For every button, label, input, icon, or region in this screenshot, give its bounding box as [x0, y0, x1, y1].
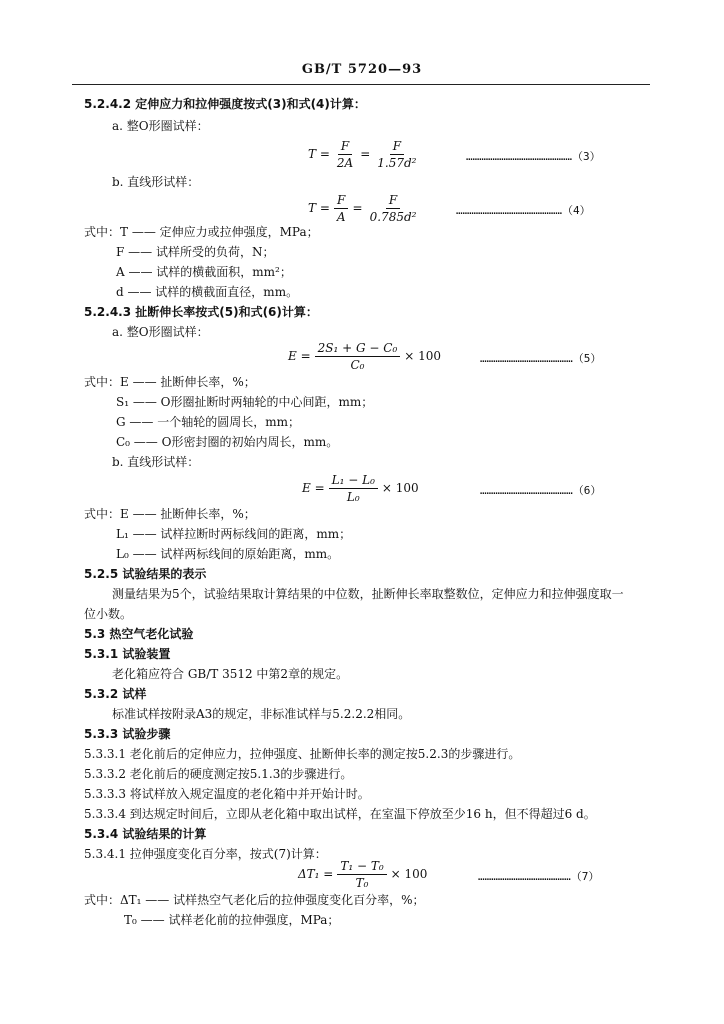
header-rule — [72, 84, 650, 85]
eq5-lhs: E = — [288, 349, 311, 363]
equation-5 — [288, 338, 441, 374]
eq7-lhs: ΔT₁ = — [298, 867, 334, 881]
paragraph-5-3-2: 标准试样按附录A3的规定，非标准试样与5.2.2.2相同。 — [112, 707, 411, 721]
page-header: GB/T 5720—93 — [301, 62, 423, 77]
eq3-fraction-1 — [334, 139, 356, 170]
where-T0: T₀ —— 试样老化前的拉伸强度，MPa； — [124, 913, 340, 927]
section-5-3-3: 5.3.3 试验步骤 — [84, 727, 171, 741]
section-5-3-3-3: 5.3.3.3 将试样放入规定温度的老化箱中并开始计时。 — [84, 787, 370, 801]
eq6-mult: × 100 — [381, 481, 419, 495]
where-F: F —— 试样所受的负荷，N； — [116, 245, 275, 259]
eq7-mult: × 100 — [390, 867, 428, 881]
where-C0: C₀ —— O形密封圈的初始内周长，mm。 — [116, 435, 339, 449]
eq3-f1-den: 2A — [336, 155, 354, 170]
eq5-den: C₀ — [350, 357, 365, 372]
item-b-straight: b. 直线形试样： — [112, 175, 200, 189]
eq3-f2-num: F — [390, 139, 404, 155]
section-5-3: 5.3 热空气老化试验 — [84, 627, 194, 641]
eq4-f2-num: F — [386, 193, 400, 209]
paragraph-5-3-1: 老化箱应符合 GB/T 3512 中第2章的规定。 — [112, 667, 349, 681]
where-L0: L₀ —— 试样两标线间的原始距离，mm。 — [116, 547, 340, 561]
paragraph-results-2: 位小数。 — [84, 607, 133, 621]
where-E: 式中：E —— 扯断伸长率，%； — [84, 375, 256, 389]
eq3-equals: = — [360, 147, 371, 161]
eq4-fraction-2 — [367, 193, 420, 224]
eq4-f2-den: 0.785d² — [369, 209, 417, 224]
section-5-3-4: 5.3.4 试验结果的计算 — [84, 827, 207, 841]
equation-3 — [308, 136, 423, 172]
where-T: 式中：T —— 定伸应力或拉伸强度，MPa； — [84, 225, 319, 239]
item-a-oring-2: a. 整O形圈试样： — [112, 325, 209, 339]
section-5-3-1: 5.3.1 试验装置 — [84, 647, 171, 661]
equation-number-3: …………………………………………（3） — [466, 150, 601, 163]
equation-number-5: ……………………………………（5） — [480, 352, 602, 365]
eq7-fraction — [337, 859, 386, 890]
eq7-num: T₁ − T₀ — [337, 859, 386, 875]
eq6-num: L₁ − L₀ — [329, 473, 378, 489]
item-a-oring: a. 整O形圈试样： — [112, 119, 209, 133]
equation-7 — [298, 856, 427, 892]
eq4-lhs: T = — [308, 201, 330, 215]
where-G: G —— 一个轴轮的圆周长，mm； — [116, 415, 300, 429]
section-5-3-3-2: 5.3.3.2 老化前后的硬度测定按5.1.3的步骤进行。 — [84, 767, 353, 781]
eq6-den: L₀ — [346, 489, 360, 504]
section-5-2-5: 5.2.5 试验结果的表示 — [84, 567, 207, 581]
equation-4 — [308, 190, 423, 226]
eq4-f1-num: F — [334, 193, 348, 209]
eq7-den: T₀ — [355, 875, 369, 890]
section-5-3-2: 5.3.2 试样 — [84, 687, 147, 701]
eq5-fraction — [315, 341, 401, 372]
where-E-2: 式中：E —— 扯断伸长率，%； — [84, 507, 256, 521]
item-b-straight-2: b. 直线形试样： — [112, 455, 200, 469]
equation-number-6: ……………………………………（6） — [480, 484, 602, 497]
eq5-mult: × 100 — [404, 349, 442, 363]
eq3-f1-num: F — [338, 139, 352, 155]
eq6-lhs: E = — [302, 481, 325, 495]
eq3-f2-den: 1.57d² — [377, 155, 417, 170]
section-5-2-4-3: 5.2.4.3 扯断伸长率按式(5)和式(6)计算： — [84, 305, 318, 319]
where-A: A —— 试样的横截面积，mm²； — [116, 265, 292, 279]
eq4-equals: = — [352, 201, 363, 215]
equation-6 — [302, 470, 419, 506]
paragraph-results-1: 测量结果为5个，试验结果取计算结果的中位数，扯断伸长率取整数位，定伸应力和拉伸强度取一 — [112, 587, 624, 601]
equation-number-7: ……………………………………（7） — [478, 870, 600, 883]
eq6-fraction — [329, 473, 378, 504]
where-S1: S₁ —— O形圈扯断时两轴轮的中心间距，mm； — [116, 395, 374, 409]
where-L1: L₁ —— 试样拉断时两标线间的距离，mm； — [116, 527, 352, 541]
equation-number-4: …………………………………………（4） — [456, 204, 591, 217]
eq5-num: 2S₁ + G − C₀ — [315, 341, 401, 357]
eq4-f1-den: A — [336, 209, 346, 224]
section-5-3-3-4: 5.3.3.4 到达规定时间后，立即从老化箱中取出试样，在室温下停放至少16 h，但不得超过6 d。 — [84, 807, 596, 821]
section-5-3-3-1: 5.3.3.1 老化前后的定伸应力，拉伸强度、扯断伸长率的测定按5.2.3的步骤进行。 — [84, 747, 521, 761]
eq3-fraction-2 — [374, 139, 419, 170]
section-5-3-4-1: 5.3.4.1 拉伸强度变化百分率，按式(7)计算： — [84, 847, 327, 861]
section-5-2-4-2: 5.2.4.2 定伸应力和拉伸强度按式(3)和式(4)计算： — [84, 97, 366, 111]
eq3-lhs: T = — [308, 147, 330, 161]
where-d: d —— 试样的横截面直径，mm。 — [116, 285, 299, 299]
where-deltaT1: 式中：ΔT₁ —— 试样热空气老化后的拉伸强度变化百分率，%； — [84, 893, 425, 907]
eq4-fraction-1 — [334, 193, 349, 224]
